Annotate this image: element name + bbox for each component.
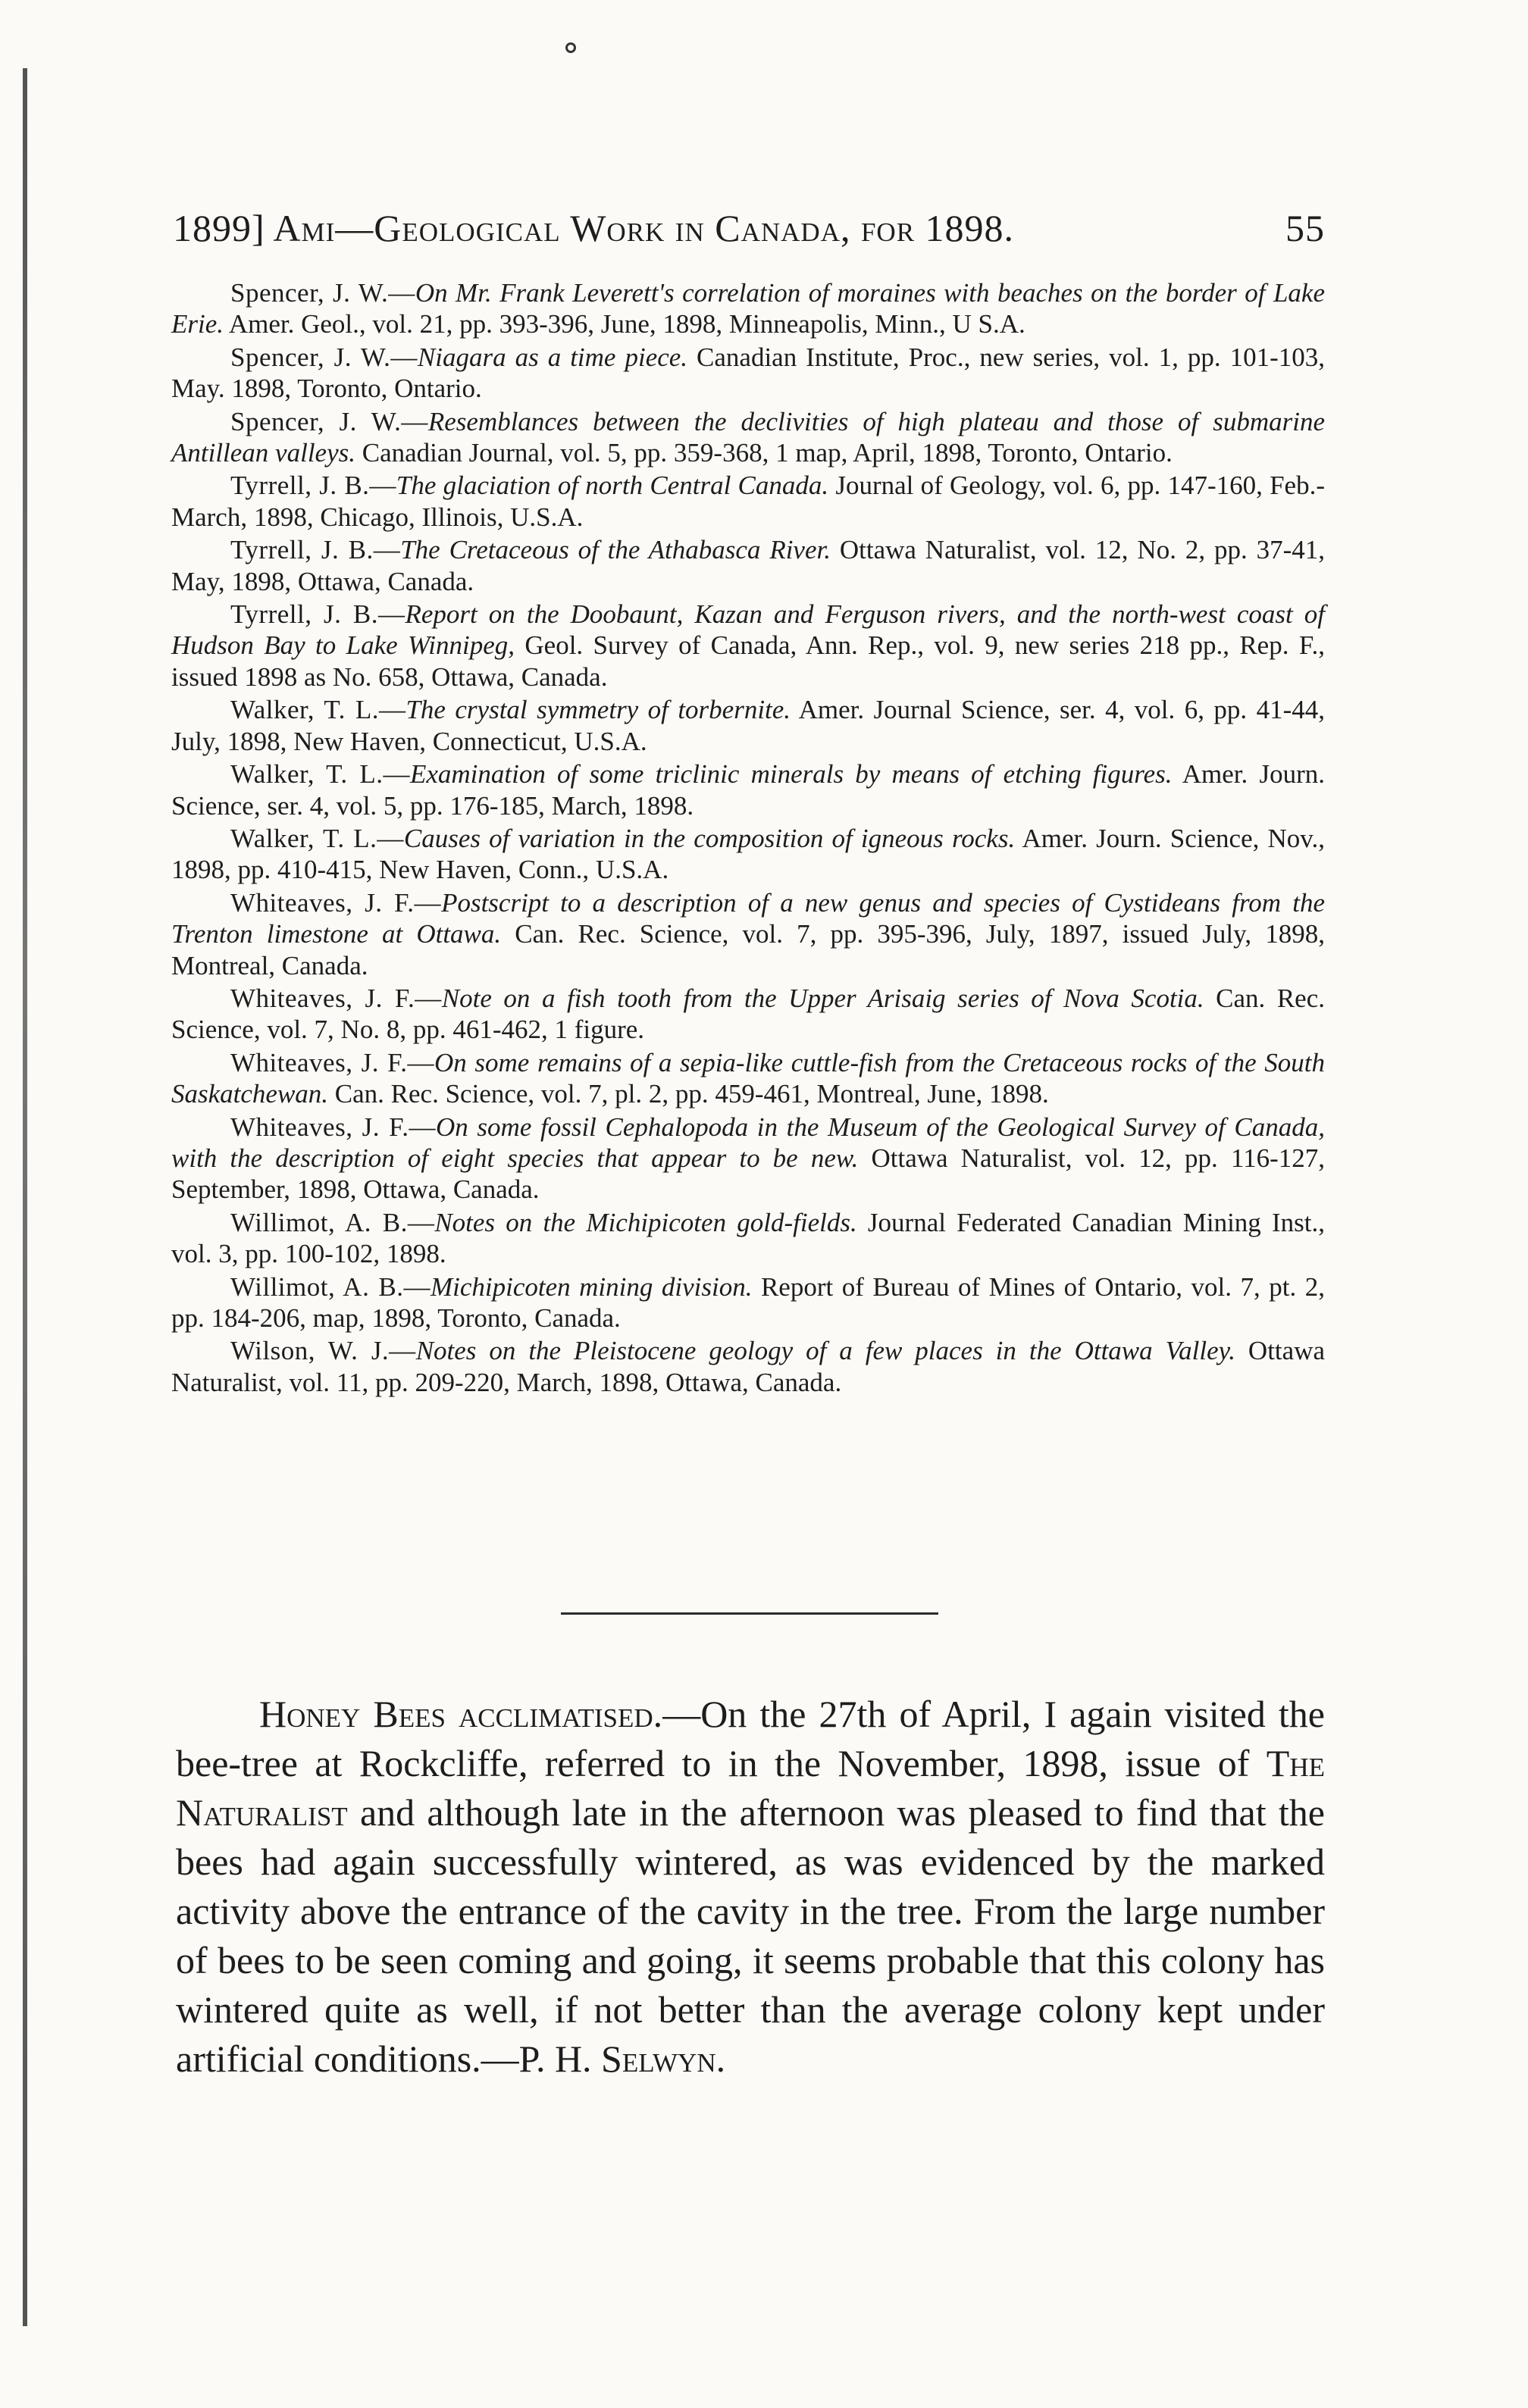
reference-author: Walker, T. L.— <box>230 695 406 725</box>
reference-entry <box>171 534 1325 597</box>
reference-title: Examination of some triclinic minerals by means of etching figures. <box>409 759 1173 790</box>
reference-author: Tyrrell, J. B.— <box>230 535 401 565</box>
reference-author: Wilson, W. J.— <box>230 1336 416 1366</box>
reference-details: Amer. Journ. Science, ser. 4, vol. 5, pp. 176-185, March, 1898. <box>171 759 1326 821</box>
reference-details: Amer. Journal Science, ser. 4, vol. 6, pp. 41-44, July, 1898, New Haven, Connecticut, U.S.A. <box>171 695 1325 756</box>
reference-title: Notes on the Pleistocene geology of a few places in the Ottawa Valley. <box>415 1336 1235 1366</box>
reference-title: Niagara as a time piece. <box>417 342 688 372</box>
journal-name: The Naturalist <box>176 1742 1325 1834</box>
reference-author: Whiteaves, J. F.— <box>230 1112 437 1142</box>
reference-entry <box>171 694 1325 757</box>
reference-author: Walker, T. L.— <box>230 759 410 790</box>
reference-entry <box>171 1112 1325 1206</box>
reference-details: Can. Rec. Science, vol. 7, pl. 2, pp. 459-461, Montreal, June, 1898. <box>328 1079 1049 1109</box>
reference-author: Spencer, J. W.— <box>230 342 418 372</box>
reference-title: On some remains of a sepia-like cuttle-fish from the Cretaceous rocks of the South Saskatchewan. <box>171 1047 1325 1109</box>
reference-entry <box>171 470 1325 533</box>
reference-title: Michipicoten mining division. <box>430 1271 753 1302</box>
reference-title: Note on a fish tooth from the Upper Arisaig series of Nova Scotia. <box>441 983 1204 1013</box>
bibliography-list <box>171 277 1325 1399</box>
running-header <box>173 206 1325 250</box>
reference-author: Willimot, A. B.— <box>230 1271 431 1302</box>
note-text-part-2: and although late in the afternoon was pleased to find that the bees had again successfully wintered, as was evidenced by the marked activity above the entrance of the cavity in the tree. From the large number of bees to be seen coming and going, it seems probable that this colony has wintered quite as well, if not better than the average colony kept under artificial conditions.— <box>176 1791 1325 2080</box>
reference-details: Journal Federated Canadian Mining Inst., vol. 3, pp. 100-102, 1898. <box>171 1207 1325 1269</box>
reference-details: Ottawa Naturalist, vol. 12, No. 2, pp. 37-41, May, 1898, Ottawa, Canada. <box>171 535 1325 596</box>
reference-details: Ottawa Naturalist, vol. 11, pp. 209-220, March, 1898, Ottawa, Canada. <box>171 1336 1326 1397</box>
reference-entry <box>171 823 1325 886</box>
section-divider <box>561 1612 938 1615</box>
reference-entry <box>171 599 1325 693</box>
reference-details: Journal of Geology, vol. 6, pp. 147-160, Feb.-March, 1898, Chicago, Illinois, U.S.A. <box>171 471 1325 532</box>
reference-details: Report of Bureau of Mines of Ontario, vol. 7, pt. 2, pp. 184-206, map, 1898, Toronto, Canada. <box>171 1271 1326 1333</box>
reference-entry <box>171 1207 1325 1270</box>
reference-entry <box>171 983 1325 1046</box>
reference-title: The crystal symmetry of torbernite. <box>405 695 791 725</box>
reference-entry <box>171 277 1325 340</box>
reference-author: Whiteaves, J. F.— <box>230 887 442 918</box>
reference-author: Whiteaves, J. F.— <box>230 983 442 1013</box>
reference-details: Canadian Journal, vol. 5, pp. 359-368, 1 map, April, 1898, Toronto, Ontario. <box>355 438 1173 468</box>
reference-author: Walker, T. L.— <box>230 823 404 853</box>
reference-author: Whiteaves, J. F.— <box>230 1047 434 1077</box>
reference-author: Willimot, A. B.— <box>230 1207 435 1237</box>
reference-author: Spencer, J. W.— <box>230 278 415 308</box>
page-mark-dot <box>565 42 576 53</box>
reference-entry <box>171 758 1325 821</box>
scan-binding-edge <box>23 68 27 2326</box>
note-text-part-1: —On the 27th of April, I again visited the bee-tree at Rockcliffe, referred to in the November, 1898, issue of <box>176 1693 1326 1784</box>
reference-details: Amer. Journ. Science, Nov., 1898, pp. 410-415, New Haven, Conn., U.S.A. <box>171 823 1326 885</box>
running-title: 1899] Ami—Geological Work in Canada, for 1898. <box>173 207 1015 249</box>
reference-entry <box>171 1335 1325 1398</box>
reference-title: On some fossil Cephalopoda in the Museum of the Geological Survey of Canada, with the description of eight species that appear to be new. <box>171 1112 1325 1173</box>
reference-title: Report on the Doobaunt, Kazan and Ferguson rivers, and the north-west coast of Hudson Bay to Lake Winnipeg, <box>171 599 1325 661</box>
reference-details: Can. Rec. Science, vol. 7, pp. 395-396, July, 1897, issued July, 1898, Montreal, Canada. <box>171 919 1325 980</box>
reference-details: Amer. Geol., vol. 21, pp. 393-396, June, 1898, Minneapolis, Minn., U S.A. <box>224 309 1025 339</box>
reference-title: On Mr. Frank Leverett's correlation of moraines with beaches on the border of Lake Erie. <box>171 278 1325 339</box>
reference-title: The glaciation of north Central Canada. <box>396 471 829 501</box>
reference-entry <box>171 406 1325 469</box>
reference-details: Geol. Survey of Canada, Ann. Rep., vol. 9, new series 218 pp., Rep. F., issued 1898 as No. 658, Ottawa, Canada. <box>171 630 1325 692</box>
note-heading: Honey Bees acclimatised. <box>259 1693 663 1735</box>
reference-title: Resemblances between the declivities of high plateau and those of submarine Antillean valleys. <box>171 406 1325 468</box>
reference-author: Tyrrell, J. B.— <box>230 471 396 501</box>
reference-entry <box>171 1047 1325 1110</box>
reference-title: Notes on the Michipicoten gold-fields. <box>434 1207 857 1237</box>
reference-author: Spencer, J. W.— <box>230 406 428 436</box>
reference-title: The Cretaceous of the Athabasca River. <box>400 535 831 565</box>
reference-entry <box>171 342 1325 405</box>
reference-title: Postscript to a description of a new genus and species of Cystideans from the Trenton limestone at Ottawa. <box>171 887 1325 949</box>
reference-author: Tyrrell, J. B.— <box>230 599 405 630</box>
page-number: 55 <box>1285 207 1325 249</box>
reference-details: Ottawa Naturalist, vol. 12, pp. 116-127, September, 1898, Ottawa, Canada. <box>171 1143 1325 1205</box>
reference-entry <box>171 1271 1325 1334</box>
reference-title: Causes of variation in the composition of igneous rocks. <box>403 823 1016 853</box>
reference-details: Can. Rec. Science, vol. 7, No. 8, pp. 461-462, 1 figure. <box>171 983 1325 1045</box>
note-signature: P. H. Selwyn. <box>518 2037 726 2080</box>
reference-entry <box>171 887 1325 981</box>
honey-bees-note <box>176 1690 1325 2084</box>
reference-details: Canadian Institute, Proc., new series, vol. 1, pp. 101-103, May. 1898, Toronto, Ontario. <box>171 342 1325 404</box>
